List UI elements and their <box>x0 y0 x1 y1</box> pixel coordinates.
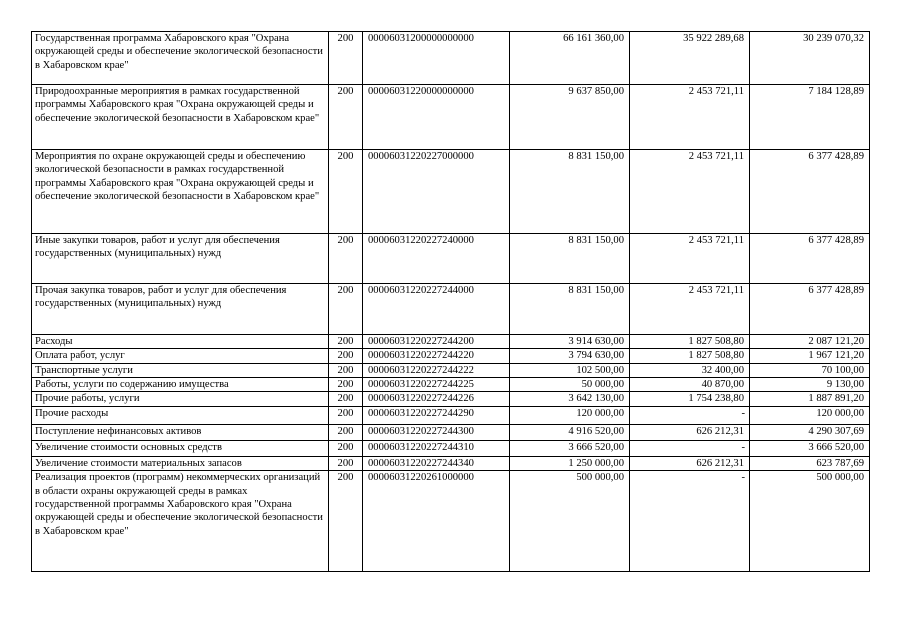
table-row <box>32 377 870 391</box>
table-row <box>32 457 870 471</box>
row-code-cell: 00006031220227244222 <box>363 363 510 377</box>
row-executed-cell: 2 453 721,11 <box>630 234 750 284</box>
row-unexecuted-cell: 120 000,00 <box>750 407 870 425</box>
table-row <box>32 335 870 349</box>
table-row <box>32 234 870 284</box>
row-executed-cell: 2 453 721,11 <box>630 284 750 335</box>
row-code-cell: 00006031220227244220 <box>363 349 510 363</box>
row-unexecuted-cell: 4 290 307,69 <box>750 425 870 441</box>
row-executed-cell: 32 400,00 <box>630 363 750 377</box>
row-admin-cell: 200 <box>329 150 363 234</box>
row-approved-cell: 120 000,00 <box>510 407 630 425</box>
row-executed-cell: 626 212,31 <box>630 425 750 441</box>
table-row <box>32 441 870 457</box>
row-executed-cell: 2 453 721,11 <box>630 85 750 150</box>
table-row <box>32 349 870 363</box>
row-approved-cell: 50 000,00 <box>510 377 630 391</box>
row-name-cell: Природоохранные мероприятия в рамках государственной программы Хабаровского края "Охрана окружающей среды и обеспечение экологической безопасности в Хабаровском крае" <box>32 85 329 150</box>
row-admin-cell: 200 <box>329 425 363 441</box>
row-unexecuted-cell: 6 377 428,89 <box>750 284 870 335</box>
row-name-cell: Реализация проектов (программ) некоммерческих организаций в области охраны окружающей среды в рамках государственной программы Хабаровского края "Охрана окружающей среды и обеспечение экологической безопасности в Хабаровском крае" <box>32 471 329 572</box>
row-approved-cell: 3 642 130,00 <box>510 392 630 407</box>
row-code-cell: 00006031220227240000 <box>363 234 510 284</box>
row-admin-cell: 200 <box>329 335 363 349</box>
table-row <box>32 471 870 572</box>
budget-execution-table <box>31 31 870 572</box>
row-name-cell: Прочие работы, услуги <box>32 392 329 407</box>
row-name-cell: Расходы <box>32 335 329 349</box>
row-admin-cell: 200 <box>329 457 363 471</box>
row-name-cell: Увеличение стоимости материальных запасов <box>32 457 329 471</box>
table-row <box>32 32 870 85</box>
row-admin-cell: 200 <box>329 234 363 284</box>
row-unexecuted-cell: 30 239 070,32 <box>750 32 870 85</box>
row-unexecuted-cell: 623 787,69 <box>750 457 870 471</box>
row-unexecuted-cell: 500 000,00 <box>750 471 870 572</box>
table-row <box>32 363 870 377</box>
row-executed-cell: 35 922 289,68 <box>630 32 750 85</box>
row-executed-cell: 626 212,31 <box>630 457 750 471</box>
row-code-cell: 00006031220227244200 <box>363 335 510 349</box>
row-admin-cell: 200 <box>329 441 363 457</box>
row-admin-cell: 200 <box>329 471 363 572</box>
row-admin-cell: 200 <box>329 377 363 391</box>
row-unexecuted-cell: 1 967 121,20 <box>750 349 870 363</box>
row-code-cell: 00006031220000000000 <box>363 85 510 150</box>
row-unexecuted-cell: 7 184 128,89 <box>750 85 870 150</box>
row-name-cell: Государственная программа Хабаровского края "Охрана окружающей среды и обеспечение экологической безопасности в Хабаровском крае" <box>32 32 329 85</box>
table-row <box>32 284 870 335</box>
row-approved-cell: 8 831 150,00 <box>510 234 630 284</box>
row-approved-cell: 3 794 630,00 <box>510 349 630 363</box>
row-admin-cell: 200 <box>329 392 363 407</box>
row-admin-cell: 200 <box>329 85 363 150</box>
row-admin-cell: 200 <box>329 407 363 425</box>
row-code-cell: 00006031220227244000 <box>363 284 510 335</box>
row-code-cell: 00006031220227244310 <box>363 441 510 457</box>
row-unexecuted-cell: 70 100,00 <box>750 363 870 377</box>
row-code-cell: 00006031220227000000 <box>363 150 510 234</box>
row-executed-cell: - <box>630 471 750 572</box>
row-approved-cell: 8 831 150,00 <box>510 284 630 335</box>
row-executed-cell: 40 870,00 <box>630 377 750 391</box>
table-row <box>32 85 870 150</box>
row-approved-cell: 3 666 520,00 <box>510 441 630 457</box>
table-row <box>32 150 870 234</box>
row-executed-cell: 1 754 238,80 <box>630 392 750 407</box>
table-row <box>32 392 870 407</box>
table-body <box>32 32 870 572</box>
table-row <box>32 425 870 441</box>
row-executed-cell: - <box>630 407 750 425</box>
row-unexecuted-cell: 2 087 121,20 <box>750 335 870 349</box>
row-unexecuted-cell: 1 887 891,20 <box>750 392 870 407</box>
row-admin-cell: 200 <box>329 284 363 335</box>
row-name-cell: Мероприятия по охране окружающей среды и обеспечению экологической безопасности в рамках государственной программы Хабаровского края "Охрана окружающей среды и обеспечение экологической безопасности в Хабаровском крае" <box>32 150 329 234</box>
row-name-cell: Прочая закупка товаров, работ и услуг для обеспечения государственных (муниципальных) нужд <box>32 284 329 335</box>
row-unexecuted-cell: 3 666 520,00 <box>750 441 870 457</box>
row-name-cell: Прочие расходы <box>32 407 329 425</box>
row-approved-cell: 102 500,00 <box>510 363 630 377</box>
row-approved-cell: 66 161 360,00 <box>510 32 630 85</box>
row-unexecuted-cell: 6 377 428,89 <box>750 150 870 234</box>
row-executed-cell: 1 827 508,80 <box>630 349 750 363</box>
row-name-cell: Иные закупки товаров, работ и услуг для обеспечения государственных (муниципальных) нужд <box>32 234 329 284</box>
row-approved-cell: 9 637 850,00 <box>510 85 630 150</box>
row-code-cell: 00006031200000000000 <box>363 32 510 85</box>
table-row <box>32 407 870 425</box>
row-admin-cell: 200 <box>329 32 363 85</box>
row-code-cell: 00006031220261000000 <box>363 471 510 572</box>
row-name-cell: Увеличение стоимости основных средств <box>32 441 329 457</box>
row-name-cell: Поступление нефинансовых активов <box>32 425 329 441</box>
row-name-cell: Работы, услуги по содержанию имущества <box>32 377 329 391</box>
row-code-cell: 00006031220227244226 <box>363 392 510 407</box>
row-code-cell: 00006031220227244290 <box>363 407 510 425</box>
row-approved-cell: 8 831 150,00 <box>510 150 630 234</box>
row-name-cell: Оплата работ, услуг <box>32 349 329 363</box>
row-admin-cell: 200 <box>329 349 363 363</box>
row-approved-cell: 3 914 630,00 <box>510 335 630 349</box>
row-approved-cell: 500 000,00 <box>510 471 630 572</box>
row-code-cell: 00006031220227244300 <box>363 425 510 441</box>
row-code-cell: 00006031220227244225 <box>363 377 510 391</box>
row-unexecuted-cell: 6 377 428,89 <box>750 234 870 284</box>
row-admin-cell: 200 <box>329 363 363 377</box>
row-executed-cell: - <box>630 441 750 457</box>
row-executed-cell: 1 827 508,80 <box>630 335 750 349</box>
row-approved-cell: 4 916 520,00 <box>510 425 630 441</box>
row-approved-cell: 1 250 000,00 <box>510 457 630 471</box>
row-name-cell: Транспортные услуги <box>32 363 329 377</box>
row-unexecuted-cell: 9 130,00 <box>750 377 870 391</box>
row-executed-cell: 2 453 721,11 <box>630 150 750 234</box>
row-code-cell: 00006031220227244340 <box>363 457 510 471</box>
